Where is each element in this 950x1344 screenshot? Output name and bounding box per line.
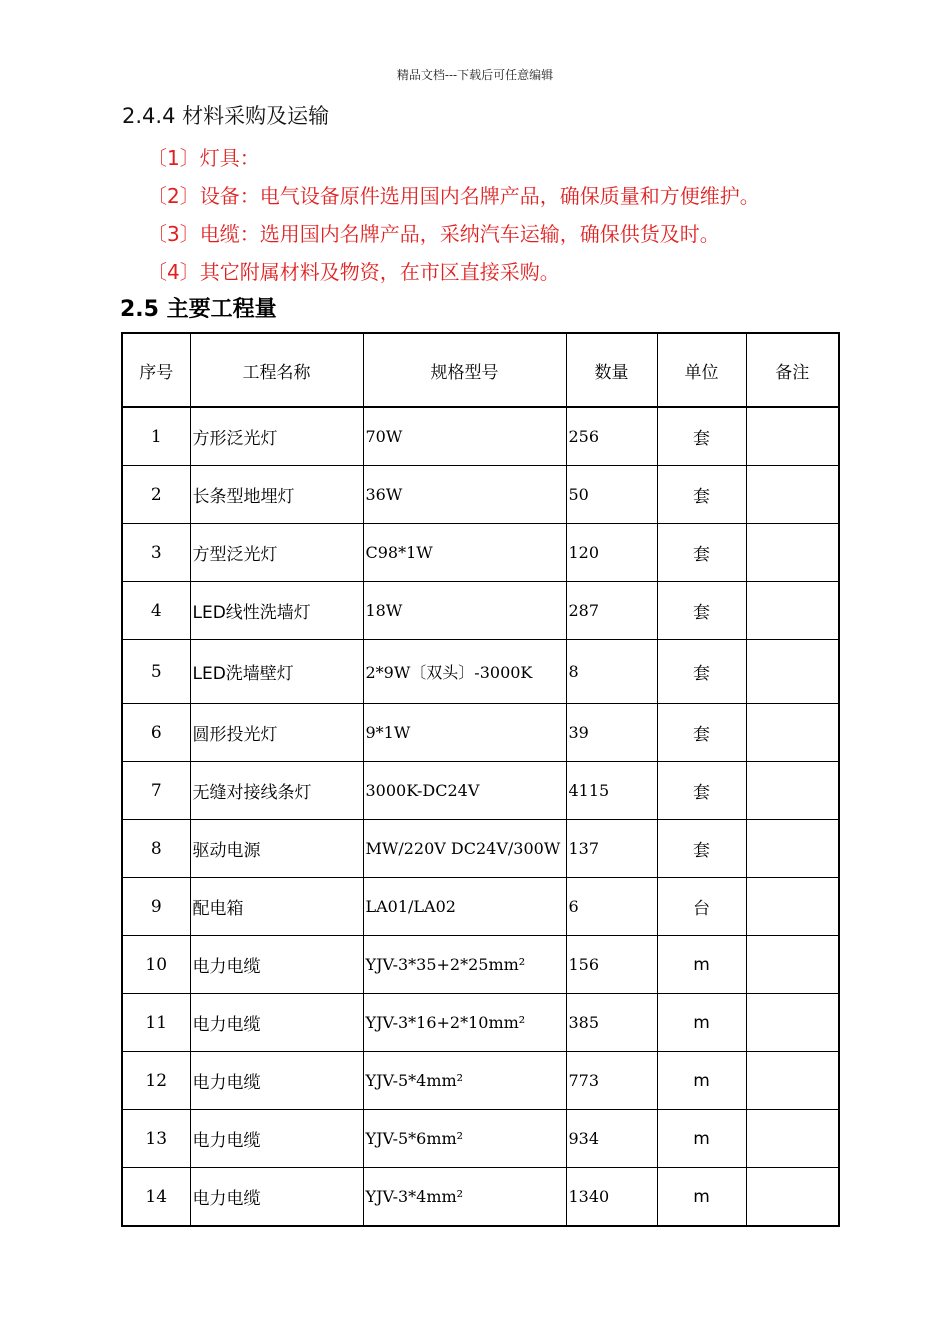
table-row [122,994,839,1052]
cell-no: 10 [122,936,190,994]
cell-name: 长条型地埋灯 [190,466,363,524]
cell-note [746,994,839,1052]
header-note: 备注 [746,333,839,407]
cell-unit: m [657,1052,746,1110]
table-row [122,407,839,466]
cell-qty: 773 [566,1052,657,1110]
cell-unit: m [657,1110,746,1168]
cell-name: 配电箱 [190,878,363,936]
cell-qty: 137 [566,820,657,878]
header-spec: 规格型号 [363,333,566,407]
cell-note [746,582,839,640]
table-row [122,1052,839,1110]
table-header-row [122,333,839,407]
cell-unit: 套 [657,524,746,582]
cell-spec: C98*1W [363,524,566,582]
cell-spec: 2*9W〔双头〕-3000K [363,640,566,704]
cell-qty: 6 [566,878,657,936]
cell-unit: 台 [657,878,746,936]
table-row [122,936,839,994]
cell-spec: 3000K-DC24V [363,762,566,820]
cell-no: 5 [122,640,190,704]
cell-no: 13 [122,1110,190,1168]
header-unit: 单位 [657,333,746,407]
table-row [122,762,839,820]
cell-no: 7 [122,762,190,820]
cell-no: 3 [122,524,190,582]
table-row [122,1168,839,1227]
cell-spec: LA01/LA02 [363,878,566,936]
cell-note [746,407,839,466]
cell-unit: 套 [657,640,746,704]
cell-qty: 256 [566,407,657,466]
cell-note [746,1168,839,1227]
cell-qty: 4115 [566,762,657,820]
cell-name: 电力电缆 [190,936,363,994]
cell-qty: 385 [566,994,657,1052]
cell-spec: 70W [363,407,566,466]
cell-note [746,704,839,762]
table-row [122,524,839,582]
cell-note [746,466,839,524]
cell-qty: 50 [566,466,657,524]
list-item-lamps: 〔1〕灯具： [147,146,260,170]
list-item-cables: 〔3〕电缆：选用国内名牌产品，采纳汽车运输，确保供货及时。 [147,222,720,246]
header-no: 序号 [122,333,190,407]
cell-no: 4 [122,582,190,640]
cell-no: 6 [122,704,190,762]
cell-unit: m [657,936,746,994]
cell-spec: 36W [363,466,566,524]
section-title: 2.5 主要工程量 [120,297,277,322]
cell-unit: m [657,994,746,1052]
cell-name: 方形泛光灯 [190,407,363,466]
table-row [122,704,839,762]
cell-note [746,640,839,704]
cell-spec: YJV-5*4mm² [363,1052,566,1110]
cell-qty: 120 [566,524,657,582]
cell-qty: 39 [566,704,657,762]
header-qty: 数量 [566,333,657,407]
cell-note [746,878,839,936]
table-row [122,820,839,878]
cell-name: 电力电缆 [190,994,363,1052]
table-row [122,640,839,704]
cell-name: LED线性洗墙灯 [190,582,363,640]
cell-spec: 9*1W [363,704,566,762]
cell-no: 8 [122,820,190,878]
cell-qty: 934 [566,1110,657,1168]
table-row [122,582,839,640]
cell-name: 电力电缆 [190,1052,363,1110]
cell-note [746,762,839,820]
cell-unit: 套 [657,704,746,762]
table-row [122,878,839,936]
cell-name: 圆形投光灯 [190,704,363,762]
cell-unit: 套 [657,762,746,820]
cell-qty: 156 [566,936,657,994]
cell-no: 14 [122,1168,190,1227]
cell-note [746,936,839,994]
cell-no: 9 [122,878,190,936]
table-row [122,466,839,524]
list-item-equipment: 〔2〕设备：电气设备原件选用国内名牌产品，确保质量和方便维护。 [147,184,760,208]
cell-unit: 套 [657,407,746,466]
cell-qty: 1340 [566,1168,657,1227]
cell-unit: 套 [657,466,746,524]
cell-unit: m [657,1168,746,1227]
cell-unit: 套 [657,820,746,878]
cell-no: 1 [122,407,190,466]
cell-unit: 套 [657,582,746,640]
cell-name: 电力电缆 [190,1168,363,1227]
cell-note [746,1110,839,1168]
cell-spec: YJV-3*16+2*10mm² [363,994,566,1052]
cell-note [746,524,839,582]
cell-no: 12 [122,1052,190,1110]
cell-name: 方型泛光灯 [190,524,363,582]
cell-spec: MW/220V DC24V/300W [363,820,566,878]
cell-spec: 18W [363,582,566,640]
page-header: 精品文档---下载后可任意编辑 [396,68,554,82]
table-row [122,1110,839,1168]
list-item-other-materials: 〔4〕其它附属材料及物资，在市区直接采购。 [147,260,560,284]
cell-no: 2 [122,466,190,524]
cell-name: 电力电缆 [190,1110,363,1168]
cell-name: 驱动电源 [190,820,363,878]
cell-qty: 287 [566,582,657,640]
header-name: 工程名称 [190,333,363,407]
subsection-heading: 2.4.4 材料采购及运输 [122,104,330,128]
cell-spec: YJV-5*6mm² [363,1110,566,1168]
cell-spec: YJV-3*35+2*25mm² [363,936,566,994]
cell-note [746,820,839,878]
cell-name: 无缝对接线条灯 [190,762,363,820]
cell-name: LED洗墙壁灯 [190,640,363,704]
cell-spec: YJV-3*4mm² [363,1168,566,1227]
quantities-table [121,332,840,1227]
cell-qty: 8 [566,640,657,704]
cell-no: 11 [122,994,190,1052]
cell-note [746,1052,839,1110]
